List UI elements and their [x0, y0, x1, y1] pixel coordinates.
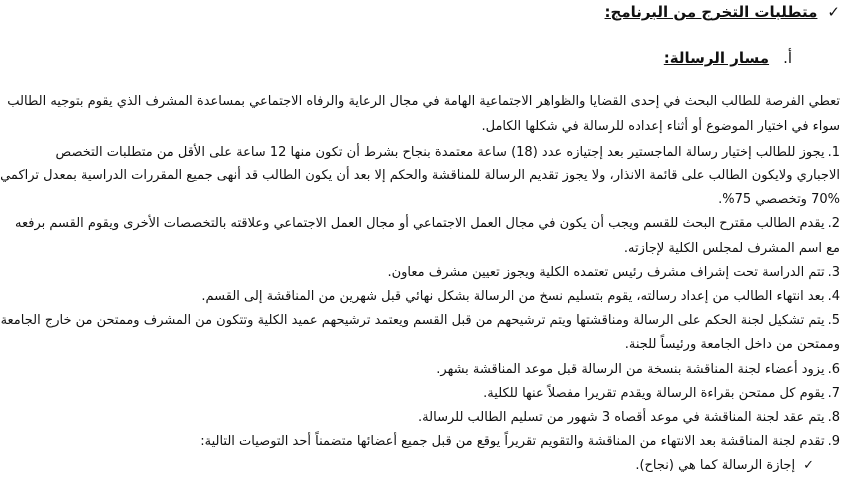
item-number: 5. — [827, 313, 840, 328]
item-number: 6. — [827, 362, 840, 377]
list-item-8 — [418, 408, 840, 428]
list-item-5 — [0, 311, 840, 331]
recommendation-bullet — [635, 456, 814, 476]
item-text: تتم الدراسة تحت إشراف مشرف رئيس تعتمده الكلية ويجوز تعيين مشرف معاون. — [387, 265, 825, 280]
intro-line: تعطي الفرصة للطالب البحث في إحدى القضايا والظواهر الاجتماعية الهامة في مجال الرعاية والرفاه الاجتماعي بمساعدة المشرف الذي يقوم بتوجيه الطالب — [7, 94, 840, 109]
checkmark-icon: ✓ — [827, 3, 840, 21]
item-number: 1. — [827, 145, 840, 160]
section-letter: أ. — [783, 49, 792, 67]
item-text: يتم تشكيل لجنة الحكم على الرسالة ومناقشتها ويتم ترشيحهم من قبل القسم ويعتمد ترشيحهم عميد الكلية وتتكون من المشرف وممتحن من خارج الجامعة — [0, 313, 825, 328]
list-item-5-continued: وممتحن من داخل الجامعة ورئيساً للجنة. — [624, 337, 840, 352]
checkmark-icon: ✓ — [803, 458, 814, 473]
list-item-1-continued: الاجباري ولايكون الطالب على قائمة الانذار، ولا يجوز تقديم الرسالة للمناقشة والحكم إلا بعد أن يكون الطالب قد أنهى جميع المقررات الدراسية بمعدل تراكمي — [0, 168, 840, 183]
list-item-6 — [436, 360, 840, 380]
item-number: 3. — [827, 265, 840, 280]
item-number: 7. — [827, 386, 840, 401]
list-item-1-continued: 70% وتخصصي 75%. — [718, 192, 840, 207]
item-text: يتم عقد لجنة المناقشة في موعد أقصاه 3 شهور من تسليم الطالب للرسالة. — [418, 410, 825, 425]
item-text: تقدم لجنة المناقشة بعد الانتهاء من المناقشة والتقويم تقريراً يوقع من قبل جميع أعضائها متضمناً أحد التوصيات التالية: — [200, 434, 825, 449]
item-text: يزود أعضاء لجنة المناقشة بنسخة من الرسالة قبل موعد المناقشة بشهر. — [436, 362, 825, 377]
requirements-heading-text: متطلبات التخرج من البرنامج: — [604, 3, 818, 21]
list-item-7 — [483, 384, 840, 404]
list-item-2 — [14, 214, 840, 234]
thesis-track-heading — [664, 48, 792, 68]
list-item-9 — [200, 432, 840, 452]
list-item-3 — [387, 263, 840, 283]
item-text: يقوم كل ممتحن بقراءة الرسالة ويقدم تقريرا مفصلاً عنها للكلية. — [483, 386, 825, 401]
list-item-2-continued: مع اسم المشرف لمجلس الكلية لإجازته. — [623, 241, 840, 256]
item-text: يجوز للطالب إختيار رسالة الماجستير بعد إجتيازه عدد (18) ساعة معتمدة بنجاح بشرط أن تكون منها 12 ساعة على الأقل من متطلبات التخصص — [55, 145, 825, 160]
item-number: 2. — [827, 216, 840, 231]
list-item-1 — [55, 143, 840, 163]
recommendation-text: إجازة الرسالة كما هي (نجاح). — [635, 458, 796, 473]
requirements-heading — [605, 2, 840, 22]
thesis-track-title: مسار الرسالة: — [663, 49, 770, 67]
list-item-4 — [201, 287, 840, 307]
item-number: 4. — [827, 289, 840, 304]
item-number: 8. — [827, 410, 840, 425]
item-number: 9. — [827, 434, 840, 449]
item-text: يقدم الطالب مقترح البحث للقسم ويجب أن يكون في مجال العمل الاجتماعي أو مجال العمل الاجتماعي وعلاقته بالتخصصات الأخرى ويقوم القسم برفعه — [14, 216, 825, 231]
item-text: بعد انتهاء الطالب من إعداد رسالته، يقوم بتسليم نسخ من الرسالة بشكل نهائي قبل شهرين من المناقشة إلى القسم. — [201, 289, 825, 304]
intro-line: سواء في اختيار الموضوع أو أثناء إعداده للرسالة في شكلها الكامل. — [481, 119, 840, 134]
